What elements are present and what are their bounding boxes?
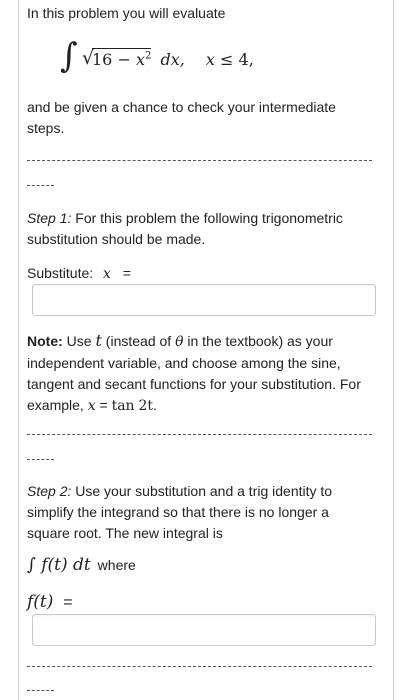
intro-text-2: and be given a chance to check your intermediate steps.	[27, 99, 336, 136]
divider-short	[27, 459, 54, 460]
step1-text: For this problem the following trigonometric substitution should be made.	[27, 210, 343, 247]
substitute-row	[27, 263, 377, 285]
integral-sign: ∫	[60, 36, 78, 76]
f-lhs: f(t)	[27, 592, 54, 612]
f-eq: =	[63, 594, 73, 611]
divider-short	[27, 690, 54, 691]
divider-short	[27, 185, 54, 186]
divider	[27, 434, 372, 435]
condition-value: 4,	[238, 50, 254, 69]
substitute-label: Substitute:	[27, 265, 94, 281]
integrand-input[interactable]	[32, 614, 376, 646]
note-label: Note:	[27, 333, 63, 349]
step2-label: Step 2:	[27, 483, 72, 499]
step2-text: Use your substitution and a trig identity to simplify the integrand so that there is no longer a square root. The new integral is	[27, 483, 333, 541]
integral-expression	[60, 36, 410, 80]
sub-eq: =	[122, 265, 132, 281]
intro-text: In this problem you will evaluate	[27, 5, 226, 21]
condition-op: ≤	[220, 50, 234, 69]
note-t: t	[95, 331, 102, 350]
square-root: √ $16 - x^2$	[82, 47, 152, 69]
divider	[27, 160, 372, 161]
sub-var: x	[103, 266, 111, 282]
substitution-input[interactable]	[32, 284, 376, 316]
where-label: where	[97, 557, 136, 573]
divider	[27, 666, 372, 667]
note-paragraph: Note: Use t (instead of θ in the textbook) as your independent variable, and choose among the sine, tangent and secant functions for your substitution. For example, x = tan 2t.	[27, 331, 361, 414]
step2-instructions	[27, 481, 362, 544]
radical-icon: √	[82, 47, 95, 69]
new-integral-row	[27, 555, 377, 576]
f-row	[27, 592, 377, 613]
new-integral: ∫ f(t) dt	[27, 555, 91, 575]
condition-var: x	[205, 50, 215, 69]
step1-label: Step 1:	[27, 210, 72, 226]
step1-instructions	[27, 208, 367, 250]
note-theta: θ	[175, 334, 184, 350]
differential: dx,	[160, 50, 185, 69]
